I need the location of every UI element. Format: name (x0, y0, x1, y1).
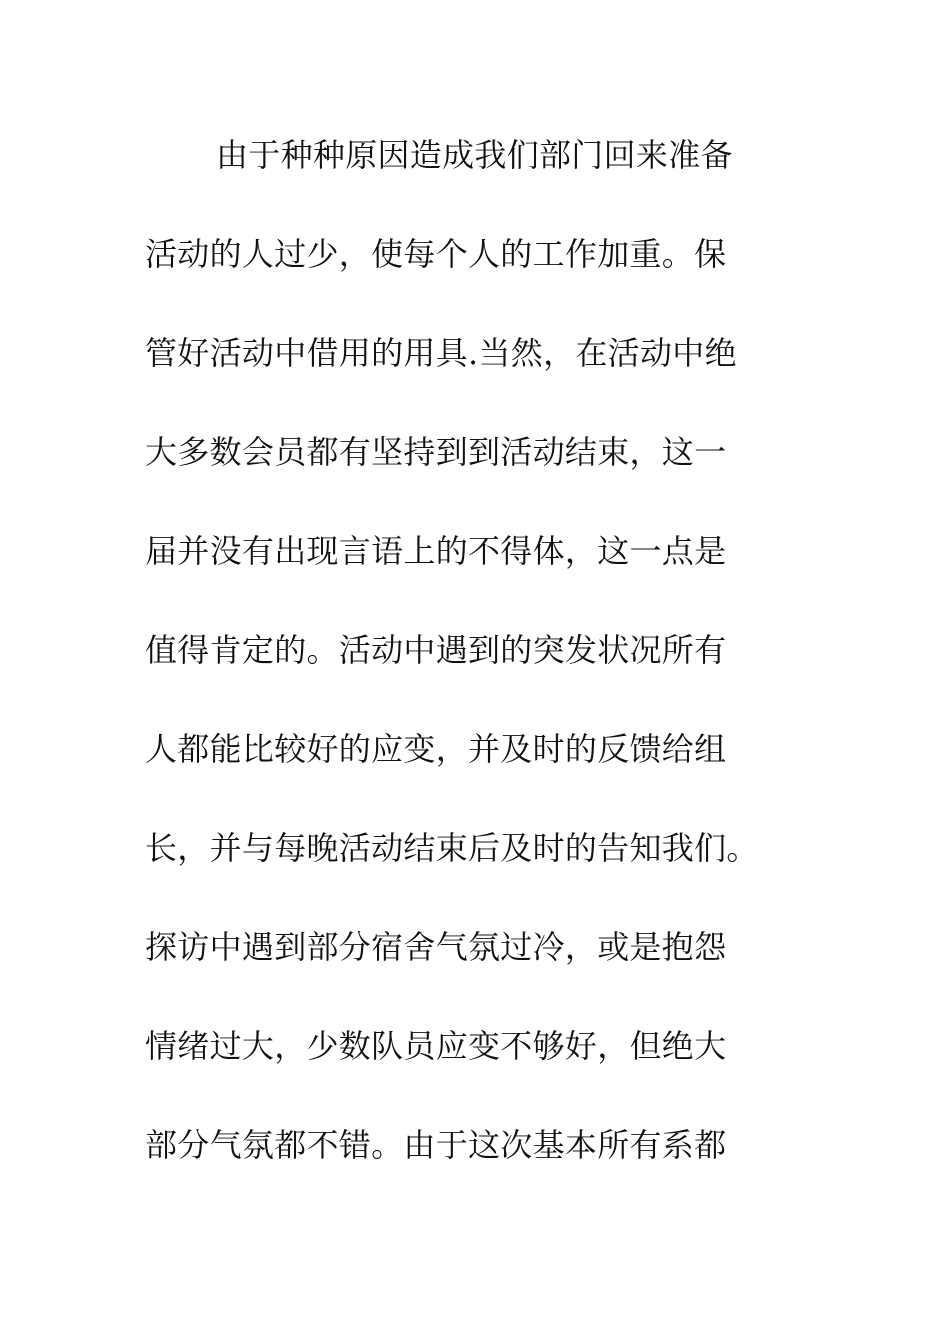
text-line: 人都能比较好的应变，并及时的反馈给组 (145, 730, 727, 768)
body-paragraph (145, 124, 805, 1213)
text-line: 活动的人过少，使每个人的工作加重。保 (145, 235, 727, 273)
text-line: 探访中遇到部分宿舍气氛过冷，或是抱怨 (145, 928, 727, 966)
text-line: 部分气氛都不错。由于这次基本所有系都 (145, 1126, 727, 1164)
text-line: 值得肯定的。活动中遇到的突发状况所有 (145, 631, 727, 669)
text-line: 管好活动中借用的用具.当然，在活动中绝 (145, 334, 737, 372)
text-line: 长，并与每晚活动结束后及时的告知我们。 (145, 829, 759, 867)
text-line: 届并没有出现言语上的不得体，这一点是 (145, 532, 727, 570)
text-line: 由于种种原因造成我们部门回来准备 (216, 136, 733, 174)
text-line: 大多数会员都有坚持到到活动结束，这一 (145, 433, 727, 471)
text-line: 情绪过大，少数队员应变不够好，但绝大 (145, 1027, 727, 1065)
